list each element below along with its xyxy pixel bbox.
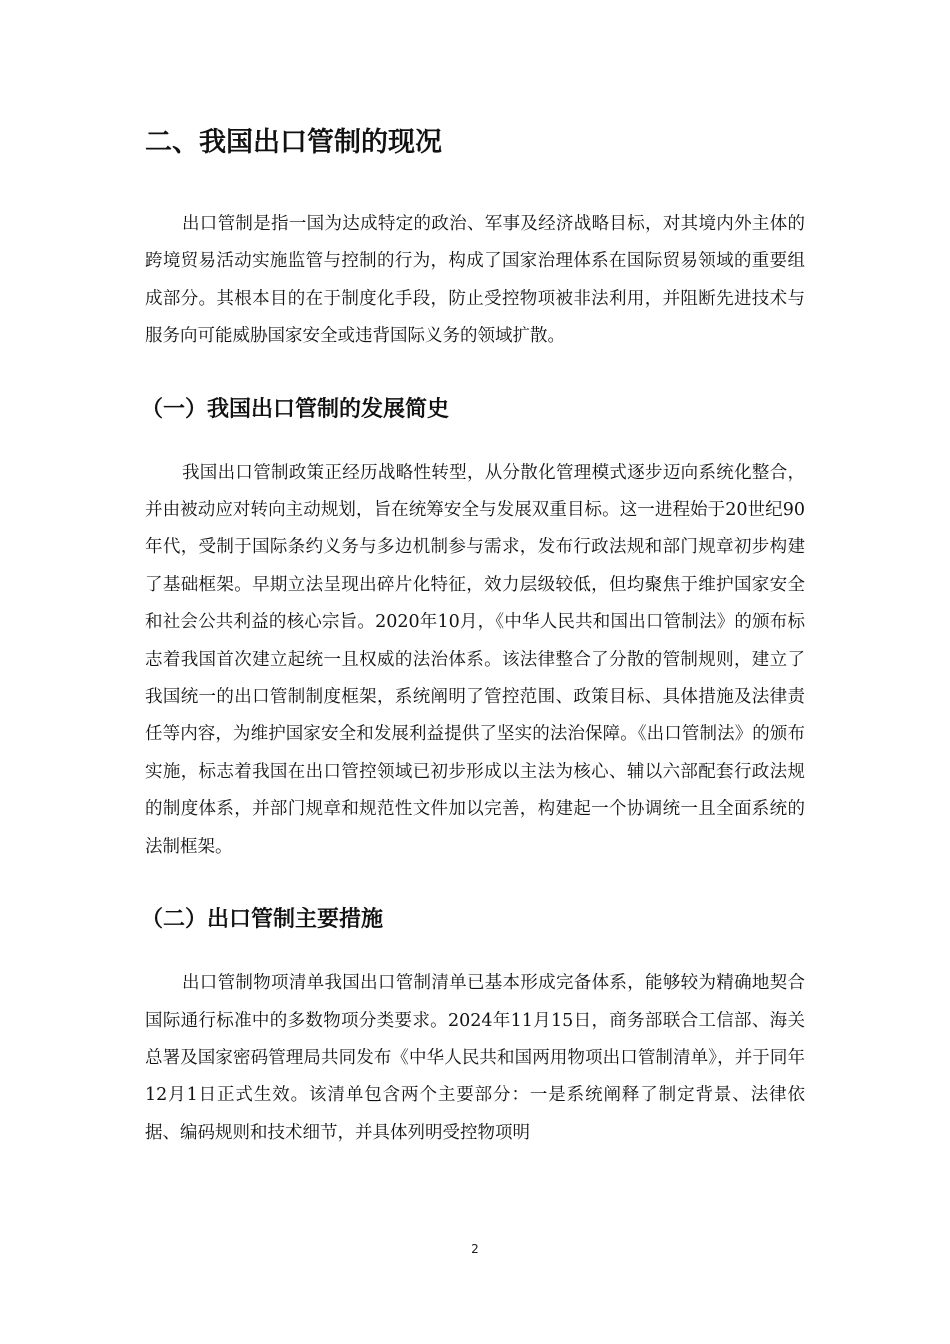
subsection-paragraph-history: 我国出口管制政策正经历战略性转型，从分散化管理模式逐步迈向系统化整合，并由被动应对转向主动规划，旨在统筹安全与发展双重目标。这一进程始于20世纪90年代，受制于国际条约义务与多边机制参与需求，发布行政法规和部门规章初步构建了基础框架。早期立法呈现出碎片化特征，效力层级较低，但均聚焦于维护国家安全和社会公共利益的核心宗旨。2020年10月，《中华人民共和国出口管制法》的颁布标志着我国首次建立起统一且权威的法治体系。该法律整合了分散的管制规则，建立了我国统一的出口管制制度框架，系统阐明了管控范围、政策目标、具体措施及法律责任等内容，为维护国家安全和发展利益提供了坚实的法治保障。《出口管制法》的颁布实施，标志着我国在出口管控领域已初步形成以主法为核心、辅以六部配套行政法规的制度体系，并部门规章和规范性文件加以完善，构建起一个协调统一且全面系统的法制框架。 (145, 462, 805, 857)
subsection-paragraph-measures: 出口管制物项清单我国出口管制清单已基本形成完备体系，能够较为精确地契合国际通行标准中的多数物项分类要求。2024年11月15日，商务部联合工信部、海关总署及国家密码管理局共同发布《中华人民共和国两用物项出口管制清单》，并于同年12月1日正式生效。该清单包含两个主要部分：一是系统阐释了制定背景、法律依据、编码规则和技术细节，并具体列明受控物项明 (145, 973, 805, 1143)
subsection-title-history: （一）我国出口管制的发展简史 (141, 396, 450, 422)
subsection-title-measures: （二）出口管制主要措施 (141, 907, 384, 933)
page-number: 2 (471, 1242, 479, 1256)
page-content (141, 116, 805, 1152)
section-intro-paragraph: 出口管制是指一国为达成特定的政治、军事及经济战略目标，对其境内外主体的跨境贸易活动实施监管与控制的行为，构成了国家治理体系在国际贸易领域的重要组成部分。其根本目的在于制度化手段，防止受控物项被非法利用，并阻断先进技术与服务向可能威胁国家安全或违背国际义务的领域扩散。 (145, 214, 805, 347)
section-title: 二、我国出口管制的现况 (145, 127, 442, 158)
